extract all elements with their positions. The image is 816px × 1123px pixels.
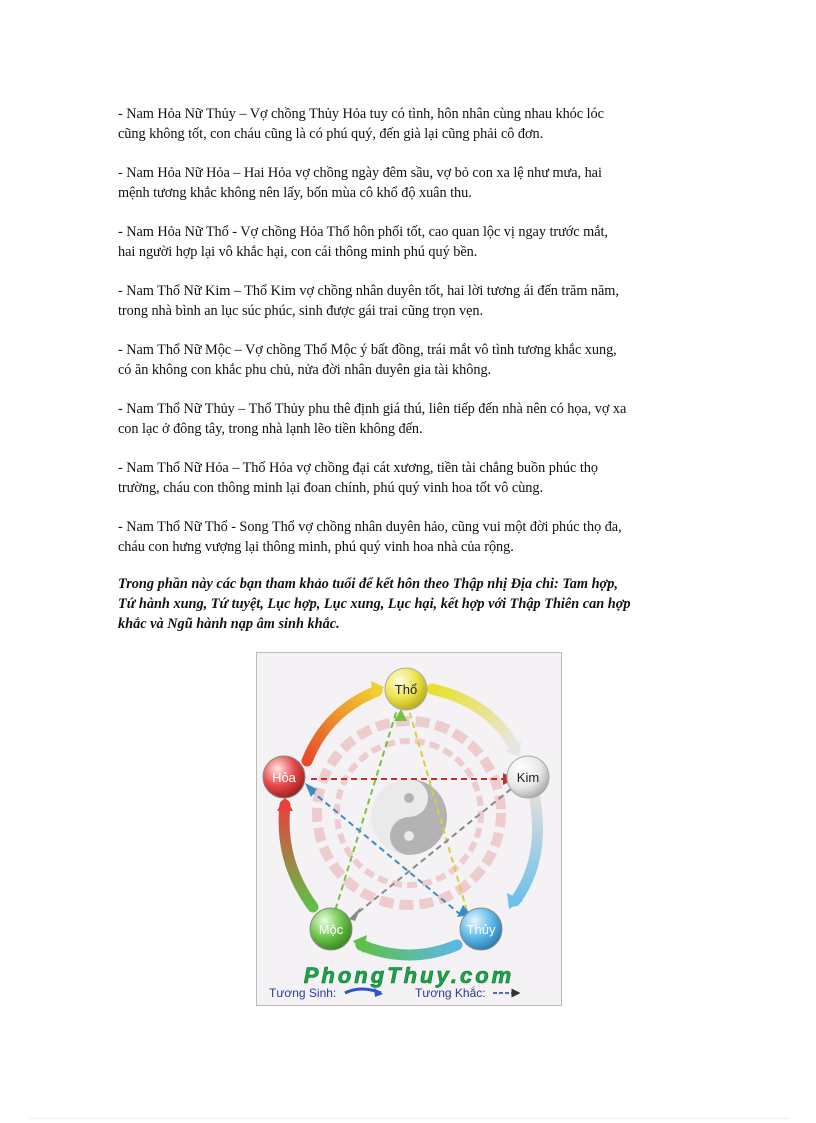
intro-line: Tứ hành xung, Tứ tuyệt, Lục hợp, Lục xung, Lục hại, kết hợp với Thập Thiên can hợp xyxy=(118,596,631,612)
intro-line: khắc và Ngũ hành nạp âm sinh khắc. xyxy=(118,616,340,632)
paragraph-line: hai người hợp lại vô khắc hại, con cái thông minh phú quý bền. xyxy=(118,244,478,260)
paragraph xyxy=(118,517,698,557)
node-label: Thủy xyxy=(466,922,496,937)
intro-paragraph xyxy=(118,574,718,634)
paragraph xyxy=(118,222,698,262)
intro-line: Trong phần này các bạn tham khảo tuổi để kết hôn theo Thập nhị Địa chi: Tam hợp, xyxy=(118,576,618,592)
paragraph-line: cũng không tốt, con cháu cũng là có phú quý, đến già lại cũng phải cô đơn. xyxy=(118,126,544,142)
paragraph xyxy=(118,399,698,439)
five-elements-diagram xyxy=(256,652,562,1006)
watermark-text: PhongThuy.com xyxy=(303,963,515,988)
paragraph-line: - Nam Thổ Nữ Mộc – Vợ chồng Thổ Mộc ý bất đồng, trái mắt vô tình tương khắc xung, xyxy=(118,342,617,358)
legend-khac-label: Tương Khắc: xyxy=(415,986,486,1000)
paragraph xyxy=(118,281,698,321)
node-label: Kim xyxy=(516,770,540,785)
node-moc xyxy=(310,908,352,950)
diagram-svg xyxy=(257,653,561,1005)
paragraph-line: - Nam Hỏa Nữ Thủy – Vợ chồng Thủy Hỏa tuy có tình, hôn nhân cùng nhau khóc lóc xyxy=(118,106,604,122)
paragraph-line: cháu con hưng vượng lại thông minh, phú quý vinh hoa nhà của rộng. xyxy=(118,539,514,555)
paragraph-line: trong nhà bình an lục súc phúc, sinh được gái trai cũng trọn vẹn. xyxy=(118,303,484,319)
paragraph xyxy=(118,163,698,203)
paragraph-line: con lạc ở đông tây, trong nhà lạnh lẽo tiền không đến. xyxy=(118,421,423,437)
document-body xyxy=(118,104,698,576)
paragraph-line: - Nam Hỏa Nữ Thổ - Vợ chồng Hỏa Thổ hôn phối tốt, cao quan lộc vị ngay trước mắt, xyxy=(118,224,608,240)
node-label: Mộc xyxy=(318,922,344,937)
paragraph-line: mệnh tương khắc không nên lấy, bốn mùa cô khổ độ xuân thu. xyxy=(118,185,472,201)
page-bottom-rule xyxy=(30,1118,790,1119)
paragraph-line: trường, cháu con thông minh lại đoan chính, phú quý vinh hoa tốt vô cùng. xyxy=(118,480,544,496)
node-hoa xyxy=(263,756,305,798)
legend-sinh-label: Tương Sinh: xyxy=(269,986,337,1000)
paragraph-line: - Nam Thổ Nữ Thủy – Thổ Thủy phu thê định giá thú, liên tiếp đến nhà nên có họa, vợ xa xyxy=(118,401,627,417)
paragraph xyxy=(118,458,698,498)
paragraph-line: - Nam Thổ Nữ Hỏa – Thổ Hỏa vợ chồng đại cát xương, tiền tài chẳng buồn phúc thọ xyxy=(118,460,598,476)
node-tho xyxy=(385,668,427,710)
paragraph-line: - Nam Hỏa Nữ Hỏa – Hai Hỏa vợ chồng ngày đêm sầu, vợ bỏ con xa lệ như mưa, hai xyxy=(118,165,602,181)
node-label: Hỏa xyxy=(272,770,296,785)
node-kim xyxy=(507,756,549,798)
paragraph-line: - Nam Thổ Nữ Kim – Thổ Kim vợ chồng nhân duyên tốt, hai lời tương ái đến trăm năm, xyxy=(118,283,619,299)
paragraph xyxy=(118,104,698,144)
paragraph xyxy=(118,340,698,380)
paragraph-line: có ăn không con khắc phu chủ, nửa đời nhân duyên gia tài không. xyxy=(118,362,492,378)
yin-yang-icon xyxy=(371,779,447,855)
node-thuy xyxy=(460,908,502,950)
node-label: Thổ xyxy=(394,682,418,697)
paragraph-line: - Nam Thổ Nữ Thổ - Song Thổ vợ chồng nhân duyên hảo, cũng vui một đời phúc thọ đa, xyxy=(118,519,622,535)
